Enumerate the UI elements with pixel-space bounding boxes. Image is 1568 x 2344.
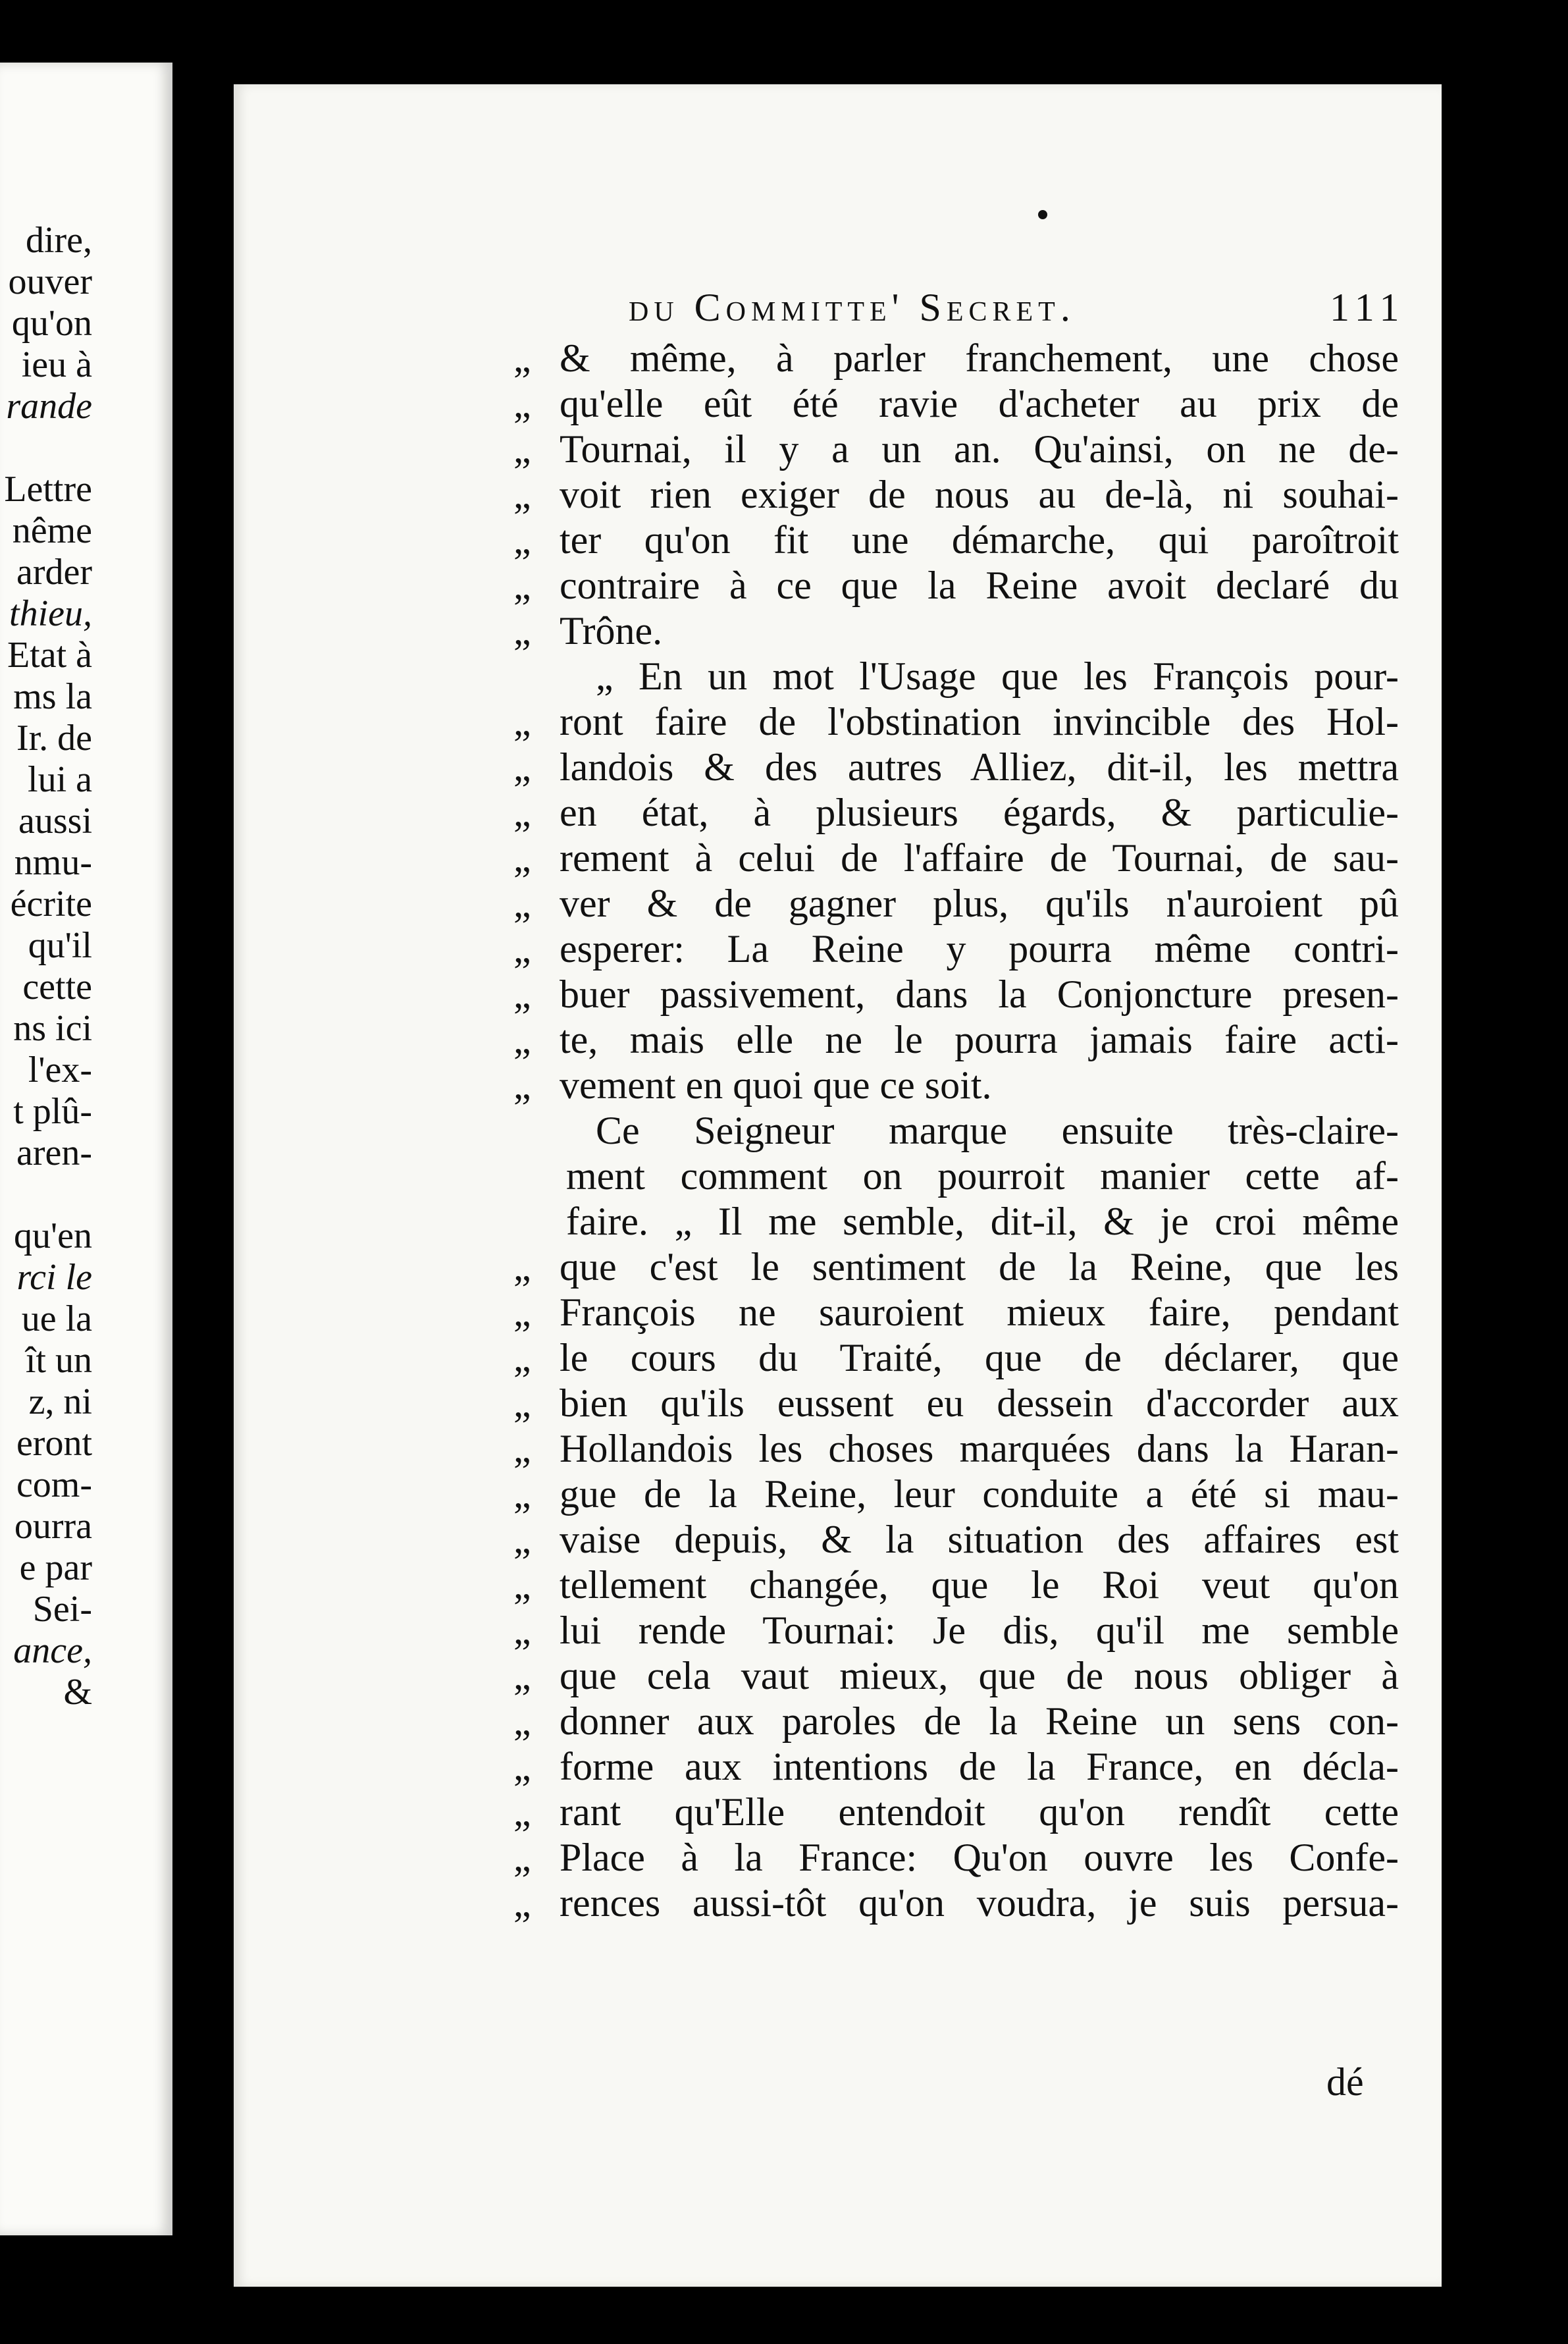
quotation-mark: „ [513,1381,531,1425]
quotation-mark: „ [513,882,531,925]
quotation-mark: „ [513,1654,531,1697]
line-text: „ En un mot l'Usage que les François pour- [596,654,1399,698]
line-text: Hollandois les choses marquées dans la Haran- [560,1427,1399,1470]
quotation-mark: „ [513,1836,531,1879]
page-dot-mark [1038,210,1047,219]
quotation-mark: „ [513,1609,531,1652]
quotation-mark: „ [513,564,531,607]
text-line [513,518,1399,563]
previous-page-fragment [0,63,172,2235]
text-line [513,1199,1399,1244]
left-page-line: e par [19,1547,92,1588]
left-page-line: aussi [18,801,92,841]
left-page-line: arder [16,552,92,593]
left-page-line: lui a [28,759,92,800]
left-page-line: & [63,1672,92,1713]
quotation-mark: „ [513,473,531,516]
quotation-mark: „ [513,1245,531,1289]
line-text: ver & de gagner plus, qu'ils n'auroient pû [560,882,1399,925]
line-text: ter qu'on fit une démarche, qui paroîtroit [560,518,1399,562]
catchword: dé [1326,2060,1364,2104]
text-line [513,1744,1399,1790]
text-line [513,1608,1399,1653]
left-page-line: rande [6,386,92,427]
text-line [513,745,1399,790]
text-line [513,926,1399,972]
quotation-mark: „ [513,1336,531,1379]
left-page-line: ance, [13,1630,92,1671]
line-text: & même, à parler franchement, une chose [560,336,1399,380]
text-line [513,336,1399,381]
line-text: Trône. [560,609,663,653]
line-text: que cela vaut mieux, que de nous obliger à [560,1654,1399,1697]
left-page-line: ourra [14,1506,92,1547]
text-line [513,1063,1399,1108]
text-line [513,1244,1399,1290]
quotation-mark: „ [513,927,531,971]
text-line [513,699,1399,745]
line-text: donner aux paroles de la Reine un sens con- [560,1699,1399,1743]
line-text: rant qu'Elle entendoit qu'on rendît cette [560,1790,1399,1834]
left-page-line: qu'il [28,925,92,966]
line-text: Ce Seigneur marque ensuite très-claire- [596,1109,1399,1152]
text-line [513,1472,1399,1517]
quotation-mark: „ [513,972,531,1016]
text-line [513,1426,1399,1472]
text-line [513,1108,1399,1154]
text-line [513,1335,1399,1381]
left-page-line: ue la [21,1298,92,1339]
left-page-line: écrite [10,884,92,924]
text-line [513,1699,1399,1744]
line-text: tellement changée, que le Roi veut qu'on [560,1563,1399,1607]
line-text: Place à la France: Qu'on ouvre les Confe- [560,1836,1399,1879]
line-text: voit rien exiger de nous au de-là, ni souhai- [560,473,1399,516]
line-text: François ne sauroient mieux faire, pendant [560,1291,1399,1334]
left-page-line: z, ni [28,1381,92,1422]
text-line [513,972,1399,1017]
quotation-mark: „ [513,1472,531,1516]
quotation-mark: „ [513,1699,531,1743]
line-text: rement à celui de l'affaire de Tournai, de sau- [560,836,1399,880]
line-text: Tournai, il y a un an. Qu'ainsi, on ne de- [560,427,1399,471]
line-text: en état, à plusieurs égards, & particulie- [560,791,1399,834]
text-line [513,1290,1399,1335]
left-page-line: t plû- [13,1091,92,1132]
left-page-line: eront [16,1423,92,1464]
left-page-line: ns ici [13,1008,92,1049]
line-text: gue de la Reine, leur conduite a été si mau- [560,1472,1399,1516]
left-page-line: Sei- [32,1589,92,1630]
body-text [513,336,1399,1926]
text-line [513,1653,1399,1699]
text-line [513,1154,1399,1199]
line-text: vement en quoi que ce soit. [560,1063,992,1107]
line-text: qu'elle eût été ravie d'acheter au prix de [560,382,1399,425]
line-text: lui rende Tournai: Je dis, qu'il me semble [560,1609,1399,1652]
book-page [234,84,1442,2287]
left-page-line: ouver [8,261,92,302]
line-text: le cours du Traité, que de déclarer, que [560,1336,1399,1379]
line-text: faire. „ Il me semble, dit-il, & je croi même [566,1200,1399,1243]
left-page-line: qu'en [14,1215,92,1256]
quotation-mark: „ [513,518,531,562]
left-page-line: ieu à [21,344,92,385]
left-page-line: dire, [25,220,92,261]
text-line [513,654,1399,699]
text-line [513,1790,1399,1835]
line-text: esperer: La Reine y pourra même contri- [560,927,1399,971]
left-page-line: ms la [13,676,92,717]
text-line [513,836,1399,881]
line-text: contraire à ce que la Reine avoit declaré du [560,564,1399,607]
text-line [513,427,1399,472]
quotation-mark: „ [513,1881,531,1925]
page-number: 111 [1330,286,1406,329]
running-head: du Committe' Secret. [629,286,1076,329]
left-page-line: Lettre [4,469,92,510]
text-line [513,608,1399,654]
quotation-mark: „ [513,791,531,834]
text-line [513,1381,1399,1426]
text-line [513,1880,1399,1926]
left-page-line: cette [22,967,92,1007]
quotation-mark: „ [513,745,531,789]
line-text: vaise depuis, & la situation des affaires est [560,1518,1399,1561]
left-page-line: Etat à [7,635,92,676]
left-page-line: com- [16,1464,92,1505]
line-text: forme aux intentions de la France, en décla- [560,1745,1399,1788]
quotation-mark: „ [513,836,531,880]
text-line [513,472,1399,518]
quotation-mark: „ [513,700,531,743]
line-text: buer passivement, dans la Conjoncture presen- [560,972,1399,1016]
left-page-line: nmu- [14,842,92,883]
left-page-line: ît un [25,1340,92,1381]
line-text: ment comment on pourroit manier cette af- [566,1154,1399,1198]
quotation-mark: „ [513,1563,531,1607]
line-text: rences aussi-tôt qu'on voudra, je suis persua- [560,1881,1399,1925]
text-line [513,881,1399,926]
line-text: landois & des autres Alliez, dit-il, les mettra [560,745,1399,789]
left-page-line: Ir. de [16,718,92,759]
text-line [513,1517,1399,1562]
text-line [513,563,1399,608]
quotation-mark: „ [513,1518,531,1561]
text-line [513,1017,1399,1063]
text-line [513,381,1399,427]
quotation-mark: „ [513,1063,531,1107]
line-text: ront faire de l'obstination invincible des Hol- [560,700,1399,743]
line-text: bien qu'ils eussent eu dessein d'accorder aux [560,1381,1399,1425]
line-text: te, mais elle ne le pourra jamais faire acti- [560,1018,1399,1061]
left-page-line: rci le [16,1257,92,1298]
left-page-line: thieu, [9,593,92,634]
left-page-line: l'ex- [28,1050,92,1090]
quotation-mark: „ [513,1745,531,1788]
quotation-mark: „ [513,609,531,653]
line-text: que c'est le sentiment de la Reine, que les [560,1245,1399,1289]
quotation-mark: „ [513,336,531,380]
quotation-mark: „ [513,1427,531,1470]
quotation-mark: „ [513,427,531,471]
quotation-mark: „ [513,1291,531,1334]
left-page-line: aren- [16,1132,92,1173]
text-line [513,1562,1399,1608]
text-line [513,1835,1399,1880]
text-line [513,790,1399,836]
left-page-line: qu'on [11,303,92,344]
left-page-line: nême [12,510,92,551]
quotation-mark: „ [513,1790,531,1834]
quotation-mark: „ [513,382,531,425]
quotation-mark: „ [513,1018,531,1061]
